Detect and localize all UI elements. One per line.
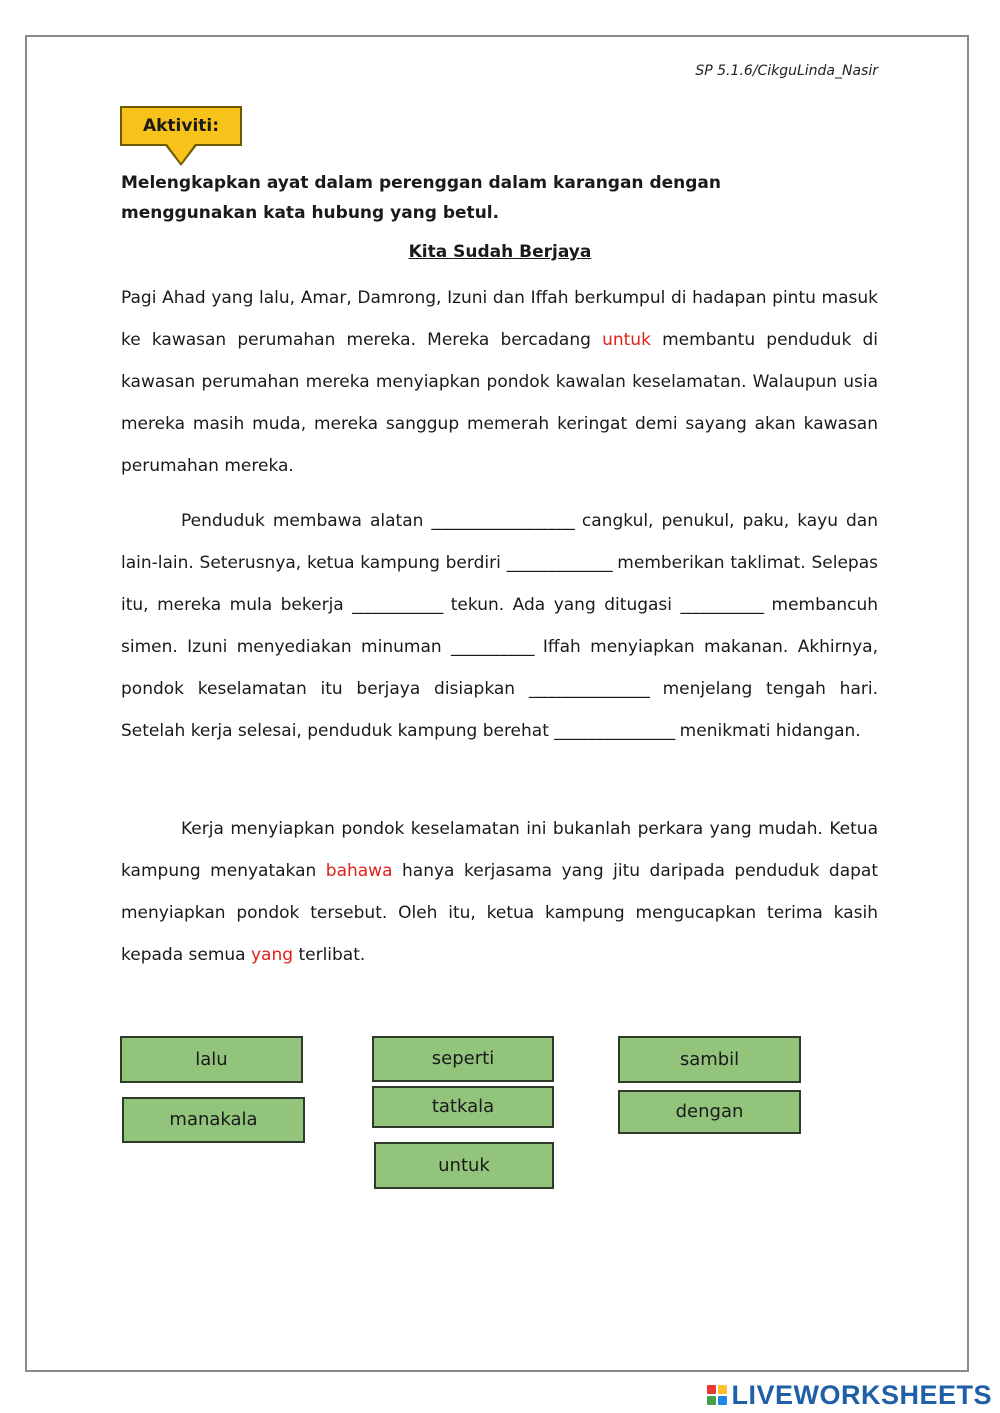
word-option-untuk[interactable]: untuk: [374, 1142, 554, 1189]
paragraph-2: [121, 500, 878, 752]
p3-text-c: terlibat.: [293, 945, 366, 965]
p3-highlight-yang: yang: [251, 945, 294, 965]
p2-text-8: menikmati hidangan.: [674, 721, 861, 741]
p1-text-b: membantu penduduk di kawasan perumahan mereka menyiapkan pondok kawalan keselamatan. Walaupun usia mereka masih muda, mereka sanggup memerah keringat demi sayang akan kawasan perumahan mereka.: [121, 330, 878, 476]
word-option-dengan[interactable]: dengan: [618, 1090, 801, 1134]
liveworksheets-logo: [707, 1381, 992, 1409]
p3-text-b: hanya kerjasama yang jitu daripada penduduk dapat menyiapkan pondok tersebut. Oleh itu, ketua kampung mengucapkan terima kasih kepada semua: [121, 861, 878, 965]
reference-code: SP 5.1.6/CikguLinda_Nasir: [695, 63, 878, 79]
p2-text-5: membancuh simen. Izuni menyediakan minuman: [121, 595, 879, 657]
p2-text-6: Iffah menyiapkan makanan. Akhirnya, pondok keselamatan itu berjaya disiapkan: [121, 637, 879, 699]
blank-5[interactable]: ___________: [451, 637, 534, 657]
blank-2[interactable]: ______________: [506, 553, 612, 573]
p1-text-a: Pagi Ahad yang lalu, Amar, Damrong, Izuni dan Iffah berkumpul di hadapan pintu masuk ke kawasan perumahan mereka. Mereka bercadang: [121, 288, 878, 350]
story-title: Kita Sudah Berjaya: [408, 242, 592, 262]
p2-text-2: cangkul, penukul, paku, kayu dan lain-lain. Seterusnya, ketua kampung berdiri: [121, 511, 878, 573]
liveworksheets-logo-icon: [707, 1385, 727, 1405]
p2-text-4: tekun. Ada yang ditugasi: [442, 595, 681, 615]
word-option-lalu[interactable]: lalu: [120, 1036, 303, 1083]
activity-label: Aktiviti:: [120, 106, 242, 146]
p2-text-7: menjelang tengah hari. Setelah kerja selesai, penduduk kampung berehat: [121, 679, 878, 741]
p2-text-1: Penduduk membawa alatan: [181, 511, 432, 531]
p3-text-a: Kerja menyiapkan pondok keselamatan ini bukanlah perkara yang mudah. Ketua kampung menyatakan: [121, 819, 878, 881]
blank-3[interactable]: ____________: [352, 595, 443, 615]
word-option-manakala[interactable]: manakala: [122, 1097, 305, 1143]
blank-1[interactable]: ___________________: [431, 511, 574, 531]
blank-4[interactable]: ___________: [680, 595, 764, 615]
blank-6[interactable]: ________________: [528, 679, 649, 699]
paragraph-1: [121, 277, 878, 487]
brand-name: LIVEWORKSHEETS: [731, 1379, 992, 1410]
word-option-sambil[interactable]: sambil: [618, 1036, 801, 1083]
activity-callout: [120, 106, 242, 168]
blank-7[interactable]: ________________: [554, 721, 675, 741]
p1-highlight-untuk: untuk: [602, 330, 651, 350]
p2-text-3: memberikan taklimat. Selepas itu, mereka mula bekerja: [121, 553, 878, 615]
instruction-text: Melengkapkan ayat dalam perenggan dalam karangan dengan menggunakan kata hubung yang betul.: [121, 173, 721, 223]
word-option-tatkala[interactable]: tatkala: [372, 1086, 554, 1128]
word-option-seperti[interactable]: seperti: [372, 1036, 554, 1082]
p3-highlight-bahawa: bahawa: [325, 861, 393, 881]
callout-arrow-fill: [167, 144, 195, 163]
paragraph-3: [121, 808, 878, 976]
